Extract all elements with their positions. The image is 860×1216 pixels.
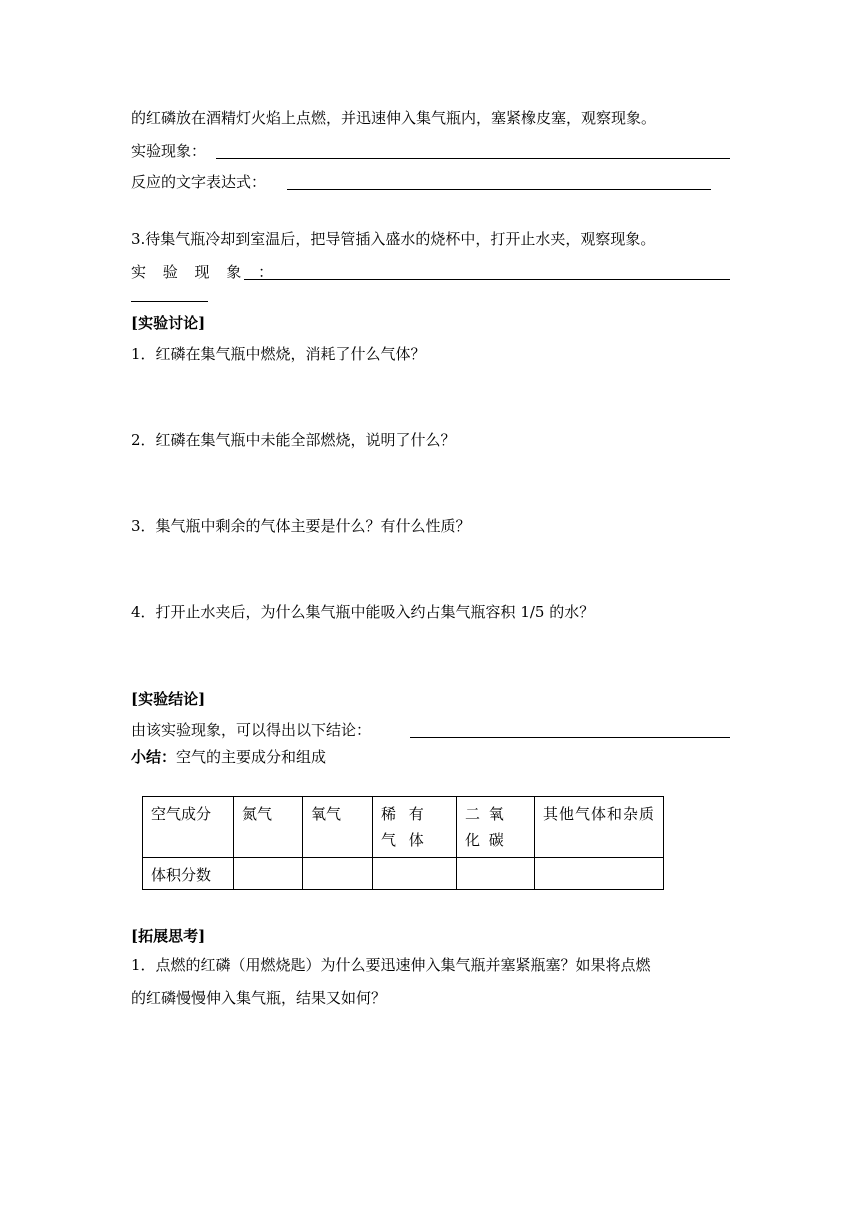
summary-label: 小结： — [131, 748, 177, 766]
reaction-label: 反应的文字表达式： — [131, 173, 267, 191]
discussion-q4: 4．打开止水夹后，为什么集气瓶中能吸入约占集气瓶容积 1/5 的水？ — [131, 603, 595, 621]
summary-line — [131, 746, 326, 768]
table-header-cell: 氮气 — [234, 797, 303, 858]
table-input-cell[interactable] — [535, 858, 664, 890]
conclusion-heading: [实验结论] — [131, 690, 206, 708]
phenomenon-answer-line[interactable] — [216, 158, 730, 159]
discussion-q3: 3．集气瓶中剩余的气体主要是什么？有什么性质？ — [131, 517, 471, 535]
discussion-q2: 2．红磷在集气瓶中未能全部燃烧，说明了什么？ — [131, 431, 456, 449]
extension-heading: [拓展思考] — [131, 927, 206, 945]
extension-q1-line1: 1．点燃的红磷（用燃烧匙）为什么要迅速伸入集气瓶并塞紧瓶塞？如果将点燃 — [131, 956, 651, 974]
phenomenon-label: 实验现象： — [131, 142, 207, 160]
table-row-label: 体积分数 — [143, 858, 234, 890]
table-header-cell: 氧气 — [303, 797, 373, 858]
step3-text: 3.待集气瓶冷却到室温后，把导管插入盛水的烧杯中，打开止水夹，观察现象。 — [131, 230, 656, 248]
phenomenon-answer-line-2-cont[interactable] — [131, 301, 208, 302]
table-header-cell: 稀 有 气 体 — [373, 797, 457, 858]
table-header-cell: 空气成分 — [143, 797, 234, 858]
table-data-row — [143, 858, 664, 890]
phenomenon-answer-line-2[interactable] — [244, 279, 730, 280]
table-header-row — [143, 797, 664, 858]
conclusion-answer-line[interactable] — [410, 737, 730, 738]
air-composition-table — [142, 796, 664, 890]
summary-text: 空气的主要成分和组成 — [176, 748, 327, 766]
discussion-q1: 1．红磷在集气瓶中燃烧，消耗了什么气体？ — [131, 345, 426, 363]
table-input-cell[interactable] — [373, 858, 457, 890]
table-input-cell[interactable] — [303, 858, 373, 890]
discussion-heading: [实验讨论] — [131, 314, 206, 332]
table-header-cell: 其他气体和杂质 — [535, 797, 664, 858]
table-header-cell: 二 氧 化 碳 — [457, 797, 535, 858]
reaction-answer-line[interactable] — [287, 189, 711, 190]
phenomenon-label-2: 实 验 现 象 ： — [131, 263, 280, 281]
table-input-cell[interactable] — [457, 858, 535, 890]
extension-q1-line2: 的红磷慢慢伸入集气瓶，结果又如何？ — [131, 989, 387, 1007]
table-input-cell[interactable] — [234, 858, 303, 890]
conclusion-text: 由该实验现象，可以得出以下结论： — [131, 721, 372, 739]
step2-text: 的红磷放在酒精灯火焰上点燃，并迅速伸入集气瓶内，塞紧橡皮塞，观察现象。 — [131, 109, 657, 127]
